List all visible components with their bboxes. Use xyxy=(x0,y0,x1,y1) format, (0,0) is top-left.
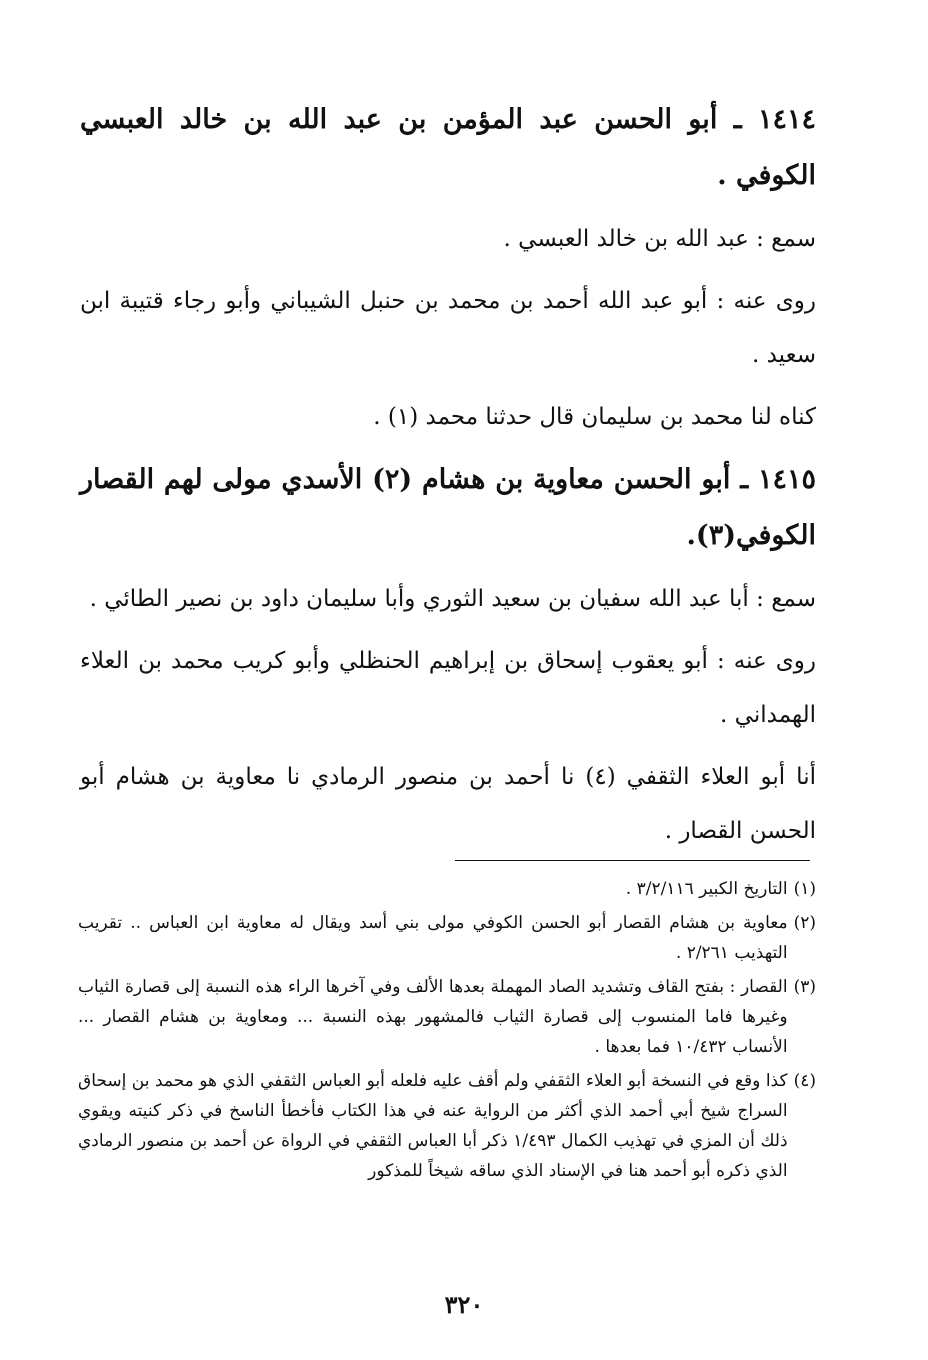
page-number: ٣٢٠ xyxy=(444,1290,484,1319)
heard-from: سمع : عبد الله بن خالد العبسي . xyxy=(503,226,816,252)
entry-title: ١٤١٤ ـ أبو الحسن عبد المؤمن بن عبد الله بن خالد العبسي الكوفي . xyxy=(80,104,816,191)
footnote-3 xyxy=(78,972,816,1062)
footnote-2 xyxy=(78,908,816,968)
narrated-by: روى عنه : أبو عبد الله أحمد بن محمد بن حنبل الشيباني وأبو رجاء قتيبة ابن سعيد . xyxy=(80,288,816,368)
footnote-text: كذا وقع في النسخة أبو العلاء الثقفي ولم أقف عليه فلعله أبو العباس الثقفي الذي هو محمد بن إسحاق السراج شيخ أبي أحمد الذي أكثر من الرواية عنه في هذا الكتاب فأخطأ الناسخ في ذكر كنيته ويقوي ذلك أن المزي في تهذيب الكمال ١/٤٩٣ ذكر أبا العباس الثقفي في الرواة عن أحمد بن منصور الرمادي الذي ذكره أبو أحمد هنا في الإسناد الذي ساقه شيخاً للمذكور xyxy=(78,1071,788,1181)
footnote-4 xyxy=(78,1066,816,1186)
footnote-number: (١) xyxy=(793,879,816,899)
isnad-line: أنا أبو العلاء الثقفي (٤) نا أحمد بن منصور الرمادي نا معاوية بن هشام أبو الحسن القصار . xyxy=(80,764,816,844)
footnote-text: القصار : بفتح القاف وتشديد الصاد المهملة بعدها الألف وفي آخرها الراء هذه النسبة إلى قصارة الثياب وغيرها فاما المنسوب إلى قصارة الثياب فالمشهور بهذه النسبة ... ومعاوية بن هشام القصار ... الأنساب ١٠/٤٣٢ فما بعدها . xyxy=(78,977,788,1057)
main-text xyxy=(80,92,816,866)
footnote-1 xyxy=(78,874,816,904)
entry-1414 xyxy=(80,92,816,444)
entry-title: ١٤١٥ ـ أبو الحسن معاوية بن هشام (٢) الأسدي مولى لهم القصار الكوفي(٣). xyxy=(80,464,816,551)
footnote-number: (٣) xyxy=(793,977,816,997)
footnote-number: (٢) xyxy=(793,913,816,933)
footnotes xyxy=(78,874,816,1190)
entry-1415 xyxy=(80,452,816,858)
heard-from: سمع : أبا عبد الله سفيان بن سعيد الثوري وأبا سليمان داود بن نصير الطائي . xyxy=(89,586,816,612)
isnad-line: كناه لنا محمد بن سليمان قال حدثنا محمد (١) . xyxy=(373,404,816,430)
narrated-by: روى عنه : أبو يعقوب إسحاق بن إبراهيم الحنظلي وأبو كريب محمد بن العلاء الهمداني . xyxy=(80,648,816,728)
footnote-text: التاريخ الكبير ٣/٢/١١٦ . xyxy=(625,879,788,899)
footnote-number: (٤) xyxy=(793,1071,816,1091)
footnote-text: معاوية بن هشام القصار أبو الحسن الكوفي مولى بني أسد ويقال له معاوية ابن العباس .. تقريب التهذيب ٢/٢٦١ . xyxy=(78,913,788,963)
footnote-separator xyxy=(455,860,810,861)
